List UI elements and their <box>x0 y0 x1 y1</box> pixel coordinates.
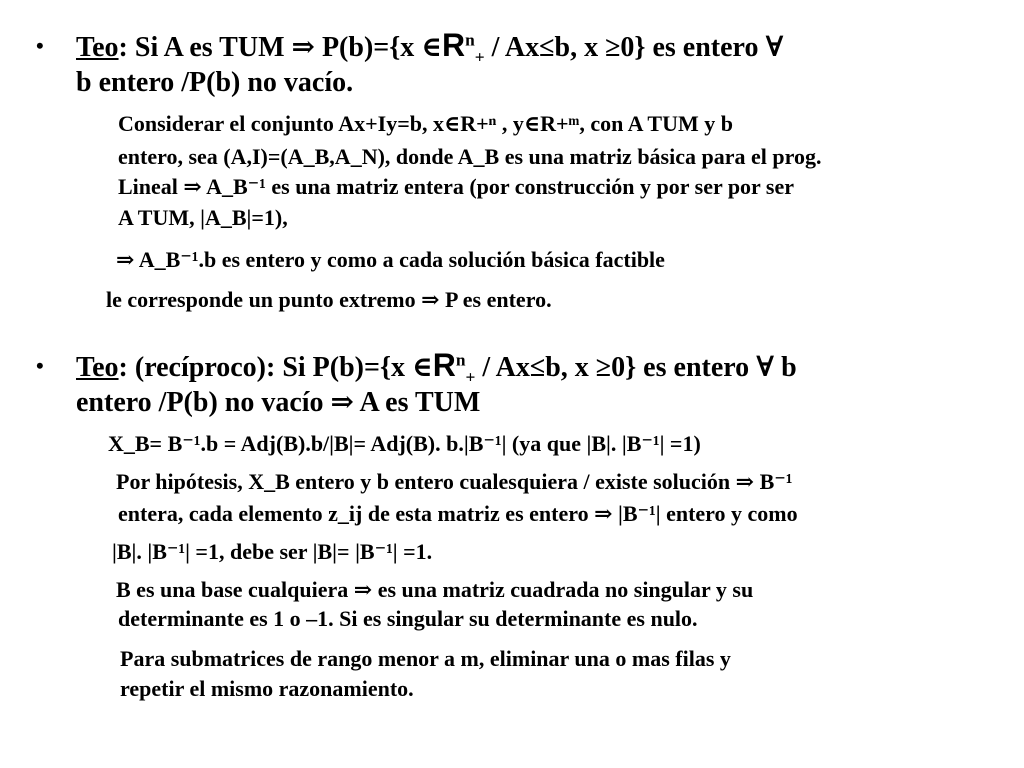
theorem-label: Teo <box>76 352 119 383</box>
bullet-dot-icon: • <box>36 33 44 58</box>
bullet-2-line-2: entero /P(b) no vacío ⇒ A es TUM <box>76 387 481 418</box>
real-numbers-symbol: R <box>432 347 456 383</box>
paragraph-line: le corresponde un punto extremo ⇒ P es entero. <box>106 287 552 312</box>
paragraph-line: entera, cada elemento z_ij de esta matriz es entero ⇒ |B⁻¹| entero y como <box>118 501 798 526</box>
bullet-2-line-1: : (recíproco): Si P(b)={x ∈ <box>118 352 433 383</box>
bullet-1-line-2: b entero /P(b) no vacío. <box>76 67 354 98</box>
paragraph-line: Por hipótesis, X_B entero y b entero cualesquiera / existe solución ⇒ B⁻¹ <box>116 469 793 494</box>
r-superscript: n <box>455 350 466 370</box>
bullet-2-text <box>76 348 996 420</box>
bullet-dot-icon: • <box>36 353 44 378</box>
paragraph-line: A TUM, |A_B|=1), <box>118 205 288 230</box>
paragraph-line: Para submatrices de rango menor a m, eliminar una o mas filas y <box>120 646 731 671</box>
paragraph-line: ⇒ A_B⁻¹.b es entero y como a cada solución básica factible <box>116 247 665 272</box>
bullet-1-line-1: : Si A es TUM ⇒ P(b)={x ∈ <box>118 32 442 63</box>
paragraph-line: |B|. |B⁻¹| =1, debe ser |B|= |B⁻¹| =1. <box>112 539 433 564</box>
real-numbers-symbol: R <box>442 27 466 63</box>
bullet-1-line-1-tail: / Ax≤b, x ≥0} es entero ∀ <box>484 32 784 63</box>
bullet-1-text <box>76 28 996 100</box>
paragraph-line: X_B= B⁻¹.b = Adj(B).b/|B|= Adj(B). b.|B⁻¹| (ya que |B|. |B⁻¹| =1) <box>108 431 701 456</box>
paragraph-line: B es una base cualquiera ⇒ es una matriz cuadrada no singular y su <box>116 577 754 602</box>
r-superscript: n <box>465 30 475 50</box>
r-subscript: + <box>465 367 476 387</box>
paragraph-line: determinante es 1 o –1. Si es singular su determinante es nulo. <box>118 606 698 631</box>
paragraph-line: entero, sea (A,I)=(A_B,A_N), donde A_B es una matriz básica para el prog. <box>118 144 822 169</box>
paragraph-line: Considerar el conjunto Ax+Iy=b, x∈R+ⁿ , y∈R+ᵐ, con A TUM y b <box>118 111 733 136</box>
paragraph-line: repetir el mismo razonamiento. <box>120 676 414 701</box>
theorem-label: Teo <box>76 32 119 63</box>
bullet-2-line-1-tail: / Ax≤b, x ≥0} es entero ∀ b <box>475 352 797 383</box>
paragraph-line: Lineal ⇒ A_B⁻¹ es una matriz entera (por construcción y por ser por ser <box>118 174 795 199</box>
r-subscript: + <box>474 47 485 67</box>
